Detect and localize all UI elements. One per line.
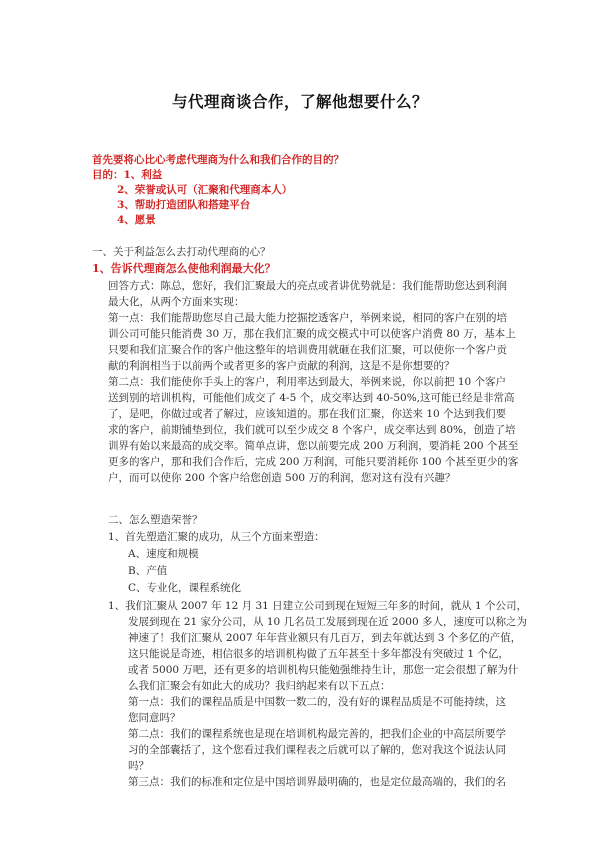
goal-item: 3、帮助打造团队和搭建平台 bbox=[117, 199, 251, 211]
paragraph-line: 最大化，从两个方面来实现： bbox=[108, 296, 245, 308]
section2-subheading: 1、首先塑造汇聚的成功，从三个方面来塑造： bbox=[108, 531, 325, 543]
paragraph-line: 送到别的培训机构，可能他们成交了 4-5 个，成交率达到 40-50%,这可能已经是非常高 bbox=[108, 392, 515, 404]
paragraph-line: 发展到现在 21 家分公司，从 10 几名员工发展到现在近 2000 多人，速度可以称之为 bbox=[128, 616, 527, 628]
goal-item: 2、荣誉或认可（汇聚和代理商本人） bbox=[117, 184, 293, 196]
paragraph-line: 或者 5000 万吧，还有更多的培训机构只能勉强维持生计，那您一定会很想了解为什 bbox=[128, 664, 519, 676]
page-title: 与代理商谈合作，了解他想要什么？ bbox=[171, 92, 428, 111]
paragraph-line: 第三点：我们的标准和定位是中国培训界最明确的，也是定位最高端的，我们的名 bbox=[128, 776, 506, 788]
paragraph-line: 神速了！我们汇聚从 2007 年年营业额只有几百万，到去年就达到 3 个多亿的产值， bbox=[128, 632, 522, 644]
paragraph-line: 回答方式：陈总，您好，我们汇聚最大的亮点或者讲优势就是：我们能帮助您达到利润 bbox=[108, 280, 507, 292]
paragraph-line: 第一点：我们能帮助您尽自己最大能力挖掘挖透客户，举例来说，相同的客户在别的培 bbox=[108, 312, 507, 324]
paragraph-line: 献的利润相当于以前两个或者更多的客户贡献的利润，这是不是你想要的？ bbox=[108, 360, 455, 372]
paragraph-line: 1、我们汇聚从 2007 年 12 月 31 日建立公司到现在短短三年多的时间，就从 1 个公司， bbox=[108, 600, 528, 612]
paragraph-line: 第一点：我们的课程品质是中国数一数二的，没有好的课程品质是不可能持续，这 bbox=[128, 696, 506, 708]
paragraph-line: 只要和我们汇聚合作的客户他这整年的培训费用就砸在我们汇聚，可以使你一个客户贡 bbox=[108, 344, 507, 356]
paragraph-line: 您同意吗？ bbox=[128, 712, 181, 724]
list-item: A、速度和规模 bbox=[128, 548, 199, 560]
paragraph-line: 么我们汇聚会有如此大的成功？我归纳起来有以下五点： bbox=[128, 680, 391, 692]
paragraph-line: 了，是吧，你做过或者了解过，应该知道的。那在我们汇聚，你送来 10 个达到我们要 bbox=[108, 408, 507, 420]
paragraph-line: 户，而可以使你 200 个客户给您创造 500 万的利润，您对这有没有兴趣？ bbox=[108, 472, 456, 484]
paragraph-line: 吗？ bbox=[128, 760, 149, 772]
paragraph-line: 训公司可能只能消费 30 万，那在我们汇聚的成交模式中可以使客户消费 80 万，基本上 bbox=[108, 328, 516, 340]
paragraph-line: 训界有始以来最高的成交率。简单点讲，您以前要完成 200 万利润，要消耗 200 个甚至 bbox=[108, 440, 519, 452]
section1-title: 一、关于利益怎么去打动代理商的心？ bbox=[92, 246, 271, 258]
paragraph-line: 习的全部囊括了，这个您看过我们课程表之后就可以了解的，您对我这个说法认同 bbox=[128, 744, 506, 756]
goal-item: 4、愿景 bbox=[117, 214, 156, 226]
list-item: C、专业化，课程系统化 bbox=[128, 582, 242, 594]
intro-question: 首先要将心比心考虑代理商为什么和我们合作的目的？ bbox=[92, 154, 344, 166]
paragraph-line: 第二点：我们能使你手头上的客户，利用率达到最大，举例来说，你以前把 10 个客户 bbox=[108, 376, 507, 388]
paragraph-line: 第二点：我们的课程系统也是现在培训机构最完善的，把我们企业的中高层所要学 bbox=[128, 728, 506, 740]
paragraph-line: 更多的客户，那和我们合作后，完成 200 万利润，可能只要消耗你 100 个甚至更少的客 bbox=[108, 456, 519, 468]
section2-title: 二、怎么塑造荣誉？ bbox=[108, 514, 203, 526]
paragraph-line: 这只能说是奇迹，相信很多的培训机构做了五年甚至十多年都没有突破过 1 个亿， bbox=[128, 648, 509, 660]
section1-subheading: 1、告诉代理商怎么使他利润最大化？ bbox=[92, 262, 276, 275]
list-item: B、产值 bbox=[128, 565, 168, 577]
goal-label: 目的：1、利益 bbox=[92, 169, 163, 181]
paragraph-line: 求的客户，前期铺垫到位，我们就可以至少成交 8 个客户，成交率达到 80%，创造了培 bbox=[108, 424, 516, 436]
